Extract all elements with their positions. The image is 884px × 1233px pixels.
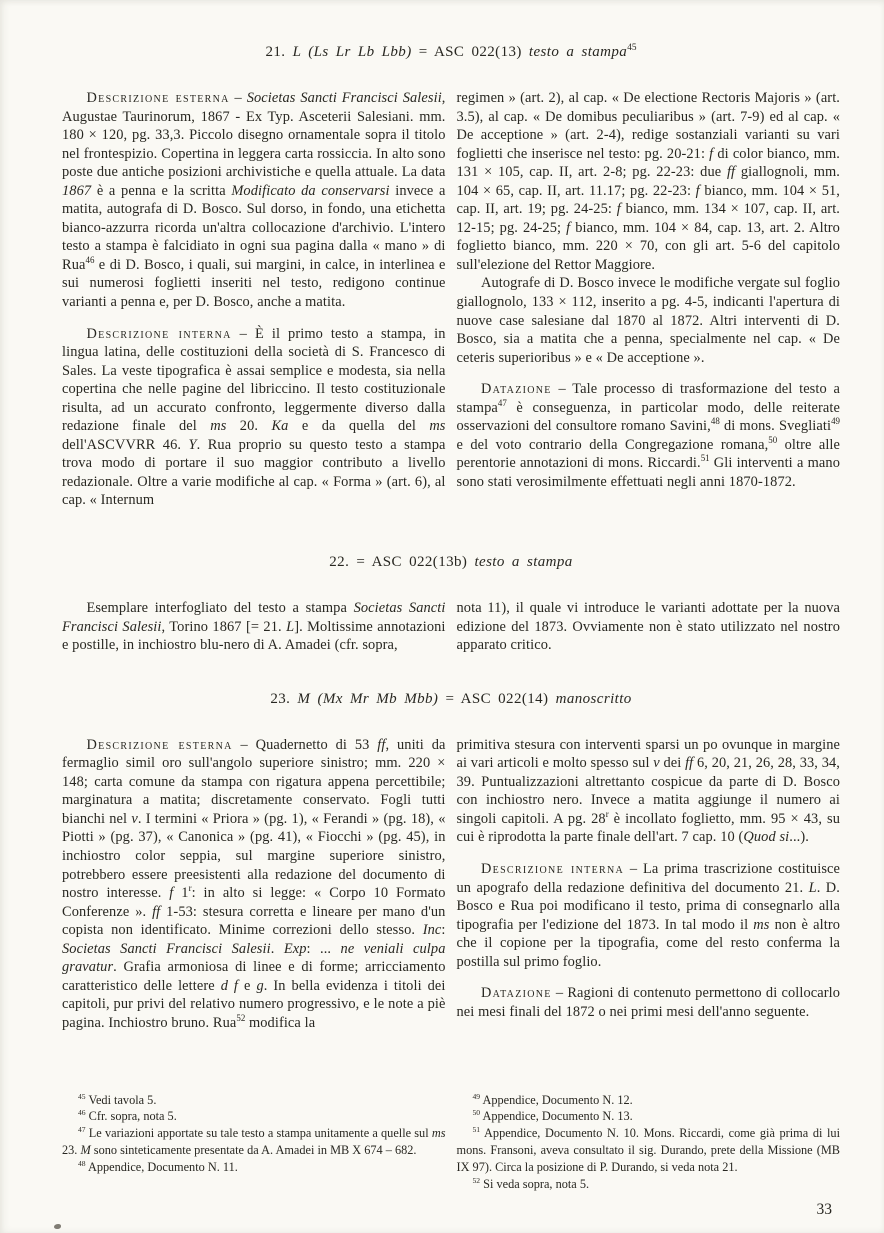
left-column bbox=[62, 736, 446, 1033]
footnote-reference: 46 bbox=[77, 1108, 86, 1118]
page-body bbox=[62, 44, 840, 1032]
footnote-reference: 47 bbox=[77, 1125, 86, 1135]
footnote-reference: 46 bbox=[85, 255, 95, 266]
footnote-reference: 50 bbox=[768, 435, 778, 446]
two-column-text bbox=[62, 599, 840, 655]
left-column bbox=[62, 599, 446, 655]
paragraph: Datazione – Ragioni di contenuto permettono di collocarlo nei mesi finali del 1872 o nei primi mesi dell'anno seguente. bbox=[456, 985, 840, 1020]
two-column-text bbox=[62, 89, 840, 510]
paragraph: Descrizione esterna – Societas Sancti Francisci Salesii, Augustae Taurinorum, 1867 - Ex Typ. Asceterii Salesiani. mm. 180 × 120, pg. 33,3. Piccolo disegno ornamentale sopra il titolo nel frontespizio. Copertina in leggera carta rossiccia. In alto sono poste due antiche posizioni archivistiche e quella attuale. La data 1867 è a penna e la scritta Modificato da conservarsi invece a matita, autografa di D. Bosco. Sul dorso, in fondo, una etichetta bianco-azzurra ricorda un'altra collocazione d'archivio. L'intero testo a stampa è falcidiato in ogni sua pagina dalla « mano » di Rua$^{46}$ e di D. Bosco, i quali, sui margini, in calce, in interlinea e sui numerosi foglietti inseriti nel testo, redigono continue varianti a penna e, per D. Bosco, anche a matita. bbox=[62, 90, 446, 311]
right-column bbox=[457, 599, 841, 655]
two-column-text bbox=[62, 736, 840, 1033]
footnote: $^{52}$ Si veda sopra, nota 5. bbox=[472, 1176, 590, 1192]
paragraph: Descrizione interna – La prima trascrizione costituisce un apografo della redazione definitiva del documento 21. L. D. Bosco e Rua poi modificano il testo, prima di consegnarlo alla tipografia per l'edizione del 1873. In tal modo il ms non è altro che il copione per la tipografia, come del resto conferma la postilla sul primo foglio. bbox=[456, 860, 841, 970]
paragraph: Autografe di D. Bosco invece le modifiche vergate sul foglio giallognolo, 133 × 112, inserito a pg. 4-5, indicanti l'apertura di nuove case salesiane dal 1870 al 1872. Altri interventi di D. Bosco, sia a matita che a penna, specialmente nel cap. « De ceteris superioribus » e « De acceptione ». bbox=[456, 275, 840, 366]
paragraph-lead: Descrizione interna bbox=[480, 860, 624, 877]
footnote-reference: 45 bbox=[77, 1091, 86, 1101]
scan-artifact bbox=[54, 1224, 61, 1229]
footnote-reference: 45 bbox=[627, 43, 637, 53]
entry-section-21 bbox=[62, 44, 840, 510]
footnote: $^{48}$ Appendice, Documento N. 11. bbox=[77, 1159, 238, 1175]
paragraph: nota 11), il quale vi introduce le varianti adottate per la nuova edizione del 1873. Ovviamente non è stato utilizzato nel nostro apparato critico. bbox=[456, 600, 840, 654]
footnote-reference: 52 bbox=[236, 1013, 246, 1024]
left-column bbox=[62, 89, 446, 510]
footnote-reference: 52 bbox=[472, 1176, 481, 1185]
footnote-reference: 48 bbox=[77, 1159, 86, 1169]
footnote-reference: 49 bbox=[831, 416, 840, 427]
paragraph-lead: Datazione bbox=[480, 381, 552, 398]
paragraph: Esemplare interfogliato del testo a stampa Societas Sancti Francisci Salesii, Torino 1867 [= 21. L]. Moltissime annotazioni e postille, in inchiostro blu-nero di A. Amadei (cfr. sopra, bbox=[62, 600, 446, 654]
paragraph: Descrizione interna – È il primo testo a stampa, in lingua latina, delle costituzioni della società di S. Francesco di Sales. La veste tipografica è assai semplice e modesta, sia nella copertina che nelle pagine del libriccino. Il testo costituzionale risulta, ad un accurato confronto, leggermente diverso dalla redazione finale del ms 20. Ka e da quella del ms dell'ASCVVRR 46. Y. Rua proprio su questo testo a stampa trova modo di portare il suo maggior contributo a livello redazionale. Oltre a varie modifiche al cap. « Forma » (art. 6), al cap. « Internum bbox=[62, 325, 446, 509]
footnote-reference: 51 bbox=[472, 1125, 481, 1135]
footnote-reference: r bbox=[188, 883, 192, 894]
footnote: $^{46}$ Cfr. sopra, nota 5. bbox=[77, 1108, 177, 1124]
footnote: $^{45}$ Vedi tavola 5. bbox=[77, 1091, 157, 1107]
paragraph: Datazione – Tale processo di trasformazione del testo a stampa$^{47}$ è conseguenza, in particolar modo, delle reiterate osservazioni del consultore romano Savini,$^{48}$ di mons. Svegliati$^{49}$ e del voto contrario della Congregazione romana,$^{50}$ oltre alle perentorie annotazioni di mons. Riccardi.$^{51}$ Gli interventi a mano sono stati verosimilmente effettuati negli anni 1870-1872. bbox=[456, 381, 841, 490]
entry-section-22 bbox=[62, 554, 840, 655]
footnote-reference: 47 bbox=[497, 397, 507, 408]
paragraph-lead: Descrizione interna bbox=[86, 325, 232, 342]
paragraph: primitiva stesura con interventi sparsi un po ovunque in margine ai vari articoli e molto spesso sul v dei ff 6, 20, 21, 26, 28, 33, 34, 39. Puntualizzazioni altrettanto cospicue da parte di D. Bosco con inchiostro nero. Invece a matita aggiunge il numero ai singoli capitoli. A pg. 28$^r$ è incollato foglietto, mm. 95 × 43, su cui è riprodotta la parte finale dell'art. 7 cap. 10 (Quod si...). bbox=[456, 736, 841, 846]
entry-section-23 bbox=[62, 691, 840, 1033]
footnote-reference: r bbox=[605, 809, 609, 820]
footnote-reference: 48 bbox=[710, 416, 720, 427]
footnotes-right-column bbox=[457, 1092, 841, 1193]
page-number: 33 bbox=[816, 1201, 832, 1218]
right-column bbox=[457, 736, 841, 1033]
footnote: $^{47}$ Le variazioni apportate su tale testo a stampa unitamente a quelle sul ms 23. M sono sinteticamente presentate da A. Amadei in MB X 674 – 682. bbox=[62, 1125, 446, 1158]
section-heading: 22. = ASC 022(13b) testo a stampa bbox=[329, 554, 573, 571]
footnote-reference: 50 bbox=[472, 1108, 481, 1118]
footnote-reference: 49 bbox=[472, 1091, 481, 1101]
paragraph-lead: Datazione bbox=[480, 985, 552, 1002]
paragraph: regimen » (art. 2), al cap. « De electione Rectoris Majoris » (art. 3.5), al cap. « De domibus peculiaribus » (art. 7-9) ed al cap. « De acceptione » (art. 2-4), redige sostanziali varianti su vari foglietti che inserisce nel testo: pg. 20-21: f di color bianco, mm. 131 × 105, cap. II, art. 2-8; pg. 22-23: due ff giallognoli, mm. 104 × 65, cap. II, art. 11.17; pg. 22-23: f bianco, mm. 104 × 51, cap. II, art. 19; pg. 24-25: f bianco, mm. 134 × 107, cap. II, art. 12-15; pg. 24-25; f bianco, mm. 104 × 84, cap. 13, art. 2. Altro foglietto bianco, mm. 220 × 70, con gli art. 5-6 del capitolo sull'elezione del Rettor Maggiore. bbox=[456, 90, 840, 273]
paragraph-lead: Descrizione esterna bbox=[86, 736, 233, 753]
footnote: $^{51}$ Appendice, Documento N. 10. Mons. Riccardi, come già prima di lui mons. Fransoni, aveva consultato il sig. Durando, prete della Missione (MB IX 97). Circa la posizione di P. Durando, si veda nota 21. bbox=[456, 1125, 840, 1175]
footnotes-left-column bbox=[62, 1092, 446, 1193]
section-heading: 21. L (Ls Lr Lb Lbb) = ASC 022(13) testo a stampa$^{45}$ bbox=[265, 43, 637, 60]
footnote: $^{50}$ Appendice, Documento N. 13. bbox=[472, 1108, 633, 1124]
footnote-reference: 51 bbox=[700, 453, 710, 464]
footnotes-block bbox=[62, 1092, 840, 1193]
right-column bbox=[457, 89, 841, 510]
paragraph-lead: Descrizione esterna bbox=[86, 90, 230, 106]
section-heading: 23. M (Mx Mr Mb Mbb) = ASC 022(14) manoscritto bbox=[270, 690, 632, 707]
footnote: $^{49}$ Appendice, Documento N. 12. bbox=[472, 1091, 633, 1107]
paragraph: Descrizione esterna – Quadernetto di 53 ff, uniti da fermaglio simil oro sull'angolo superiore sinistro; mm. 220 × 148; carta comune da stampa con rigatura appena percettibile; marginatura a matita; discretamente conservato. Fogli tutti bianchi nel v. I termini « Priora » (pg. 1), « Ferandi » (pg. 18), « Piotti » (pg. 37), « Canonica » (pg. 41), « Fiocchi » (pg. 45), in inchiostro color seppia, sul margine superiore sinistro, potrebbero essere preesistenti alla redazione del documento di nostro interesse. f 1$^r$: in alto si legge: « Corpo 10 Formato Conferenze ». ff 1-53: stesura corretta e lineare per mano d'un copista non identificato. Minime correzioni dello stesso. Inc: Societas Sancti Francisci Salesii. Exp: ... ne veniali culpa gravatur. Grafia armoniosa di linee e di forme; arricciamento caratteristico delle lettere d f e g. In bella evidenza i titoli dei capitoli, pur privi del relativo numero progressivo, e le note a piè pagina. Inchiostro bruno. Rua$^{52}$ modifica la bbox=[62, 736, 446, 1031]
